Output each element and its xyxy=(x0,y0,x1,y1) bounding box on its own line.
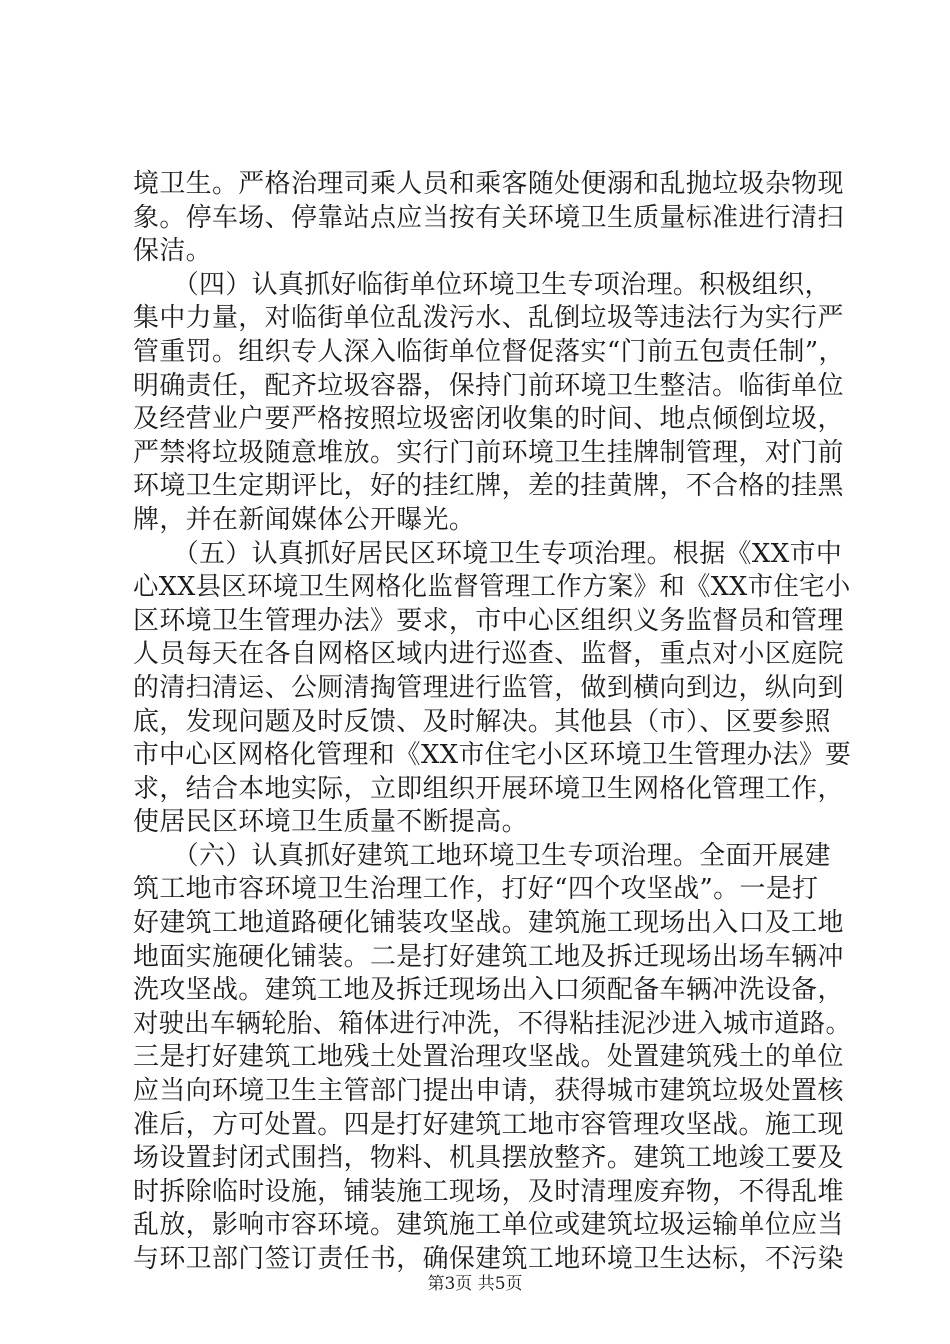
text-line: 准后，方可处置。四是打好建筑工地市容管理攻坚战。施工现 xyxy=(133,1109,844,1140)
text-line: 区环境卫生管理办法》要求，市中心区组织义务监督员和管理 xyxy=(133,605,844,636)
section-four-heading-line: （四）认真抓好临街单位环境卫生专项治理。积极组织， xyxy=(133,269,831,300)
text-line: 明确责任，配齐垃圾容器，保持门前环境卫生整洁。临街单位 xyxy=(133,370,844,401)
text-line: 牌，并在新闻媒体公开曝光。 xyxy=(133,504,476,535)
text-line: 使居民区环境卫生质量不断提高。 xyxy=(133,807,528,838)
text-line: 境卫生。严格治理司乘人员和乘客随处便溺和乱抛垃圾杂物现 xyxy=(133,169,844,199)
text-line: 与环卫部门签订责任书，确保建筑工地环境卫生达标，不污染 xyxy=(133,1244,844,1274)
text-line: 对驶出车辆轮胎、箱体进行冲洗，不得粘挂泥沙进入城市道路。 xyxy=(133,1008,852,1039)
section-five-heading-line: （五）认真抓好居民区环境卫生专项治理。根据《XX市中 xyxy=(133,538,843,569)
text-line: 三是打好建筑工地残土处置治理攻坚战。处置建筑残土的单位 xyxy=(133,1042,844,1073)
text-line: 象。停车场、停靠站点应当按有关环境卫生质量标准进行清扫 xyxy=(133,202,844,233)
body-text xyxy=(133,168,853,1277)
text-line: 乱放，影响市容环境。建筑施工单位或建筑垃圾运输单位应当 xyxy=(133,1210,844,1241)
text-line: 严禁将垃圾随意堆放。实行门前环境卫生挂牌制管理，对门前 xyxy=(133,437,844,468)
text-line: 时拆除临时设施，铺装施工现场，及时清理废弃物，不得乱堆 xyxy=(133,1176,844,1207)
text-line: 人员每天在各自网格区域内进行巡查、监督，重点对小区庭院 xyxy=(133,639,844,670)
text-line: 好建筑工地道路硬化铺装攻坚战。建筑施工现场出入口及工地 xyxy=(133,908,844,939)
text-line: 市中心区网格化管理和《XX市住宅小区环境卫生管理办法》要 xyxy=(133,740,852,771)
text-line: 底，发现问题及时反馈、及时解决。其他县（市）、区要参照 xyxy=(133,706,831,737)
text-line: 筑工地市容环境卫生治理工作，打好“四个攻坚战”。一是打 xyxy=(133,874,819,905)
text-line: 场设置封闭式围挡，物料、机具摆放整齐。建筑工地竣工要及 xyxy=(133,1143,844,1174)
text-line: 洗攻坚战。建筑工地及拆迁现场出入口须配备车辆冲洗设备， xyxy=(133,975,844,1006)
text-line: 保洁。 xyxy=(133,236,212,267)
section-six-heading-line: （六）认真抓好建筑工地环境卫生专项治理。全面开展建 xyxy=(133,840,831,871)
text-line: 及经营业户要严格按照垃圾密闭收集的时间、地点倾倒垃圾， xyxy=(133,404,844,435)
text-line: 管重罚。组织专人深入临街单位督促落实“门前五包责任制”， xyxy=(133,336,845,367)
text-line: 心XX县区环境卫生网格化监督管理工作方案》和《XX市住宅小 xyxy=(133,572,851,603)
text-line: 地面实施硬化铺装。二是打好建筑工地及拆迁现场出场车辆冲 xyxy=(133,941,844,972)
text-line: 集中力量，对临街单位乱泼污水、乱倒垃圾等违法行为实行严 xyxy=(133,303,844,334)
text-line: 的清扫清运、公厕清掏管理进行监管，做到横向到边，纵向到 xyxy=(133,672,844,703)
text-line: 应当向环境卫生主管部门提出申请，获得城市建筑垃圾处置核 xyxy=(133,1076,844,1107)
page-number-footer: 第3页 共5页 xyxy=(427,1274,523,1294)
text-line: 环境卫生定期评比，好的挂红牌，差的挂黄牌，不合格的挂黑 xyxy=(133,471,844,502)
text-line: 求，结合本地实际，立即组织开展环境卫生网格化管理工作， xyxy=(133,773,844,804)
